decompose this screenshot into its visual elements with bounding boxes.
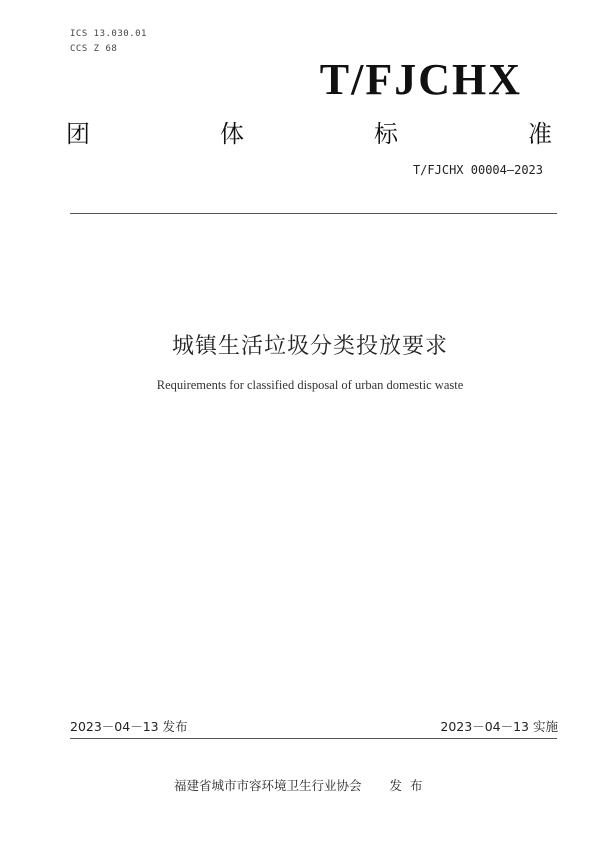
standard-mark: T/FJCHX [319,55,522,104]
standard-type-char: 体 [220,120,244,148]
document-title-chinese: 城镇生活垃圾分类投放要求 [171,334,448,359]
standard-type-char: 团 [66,120,90,148]
standard-number: T/FJCHX 00004—2023 [412,163,543,177]
publisher-line [174,776,431,794]
ccs-code: CCS Z 68 [70,44,118,54]
document-title-english: Requirements for classified disposal of urban domestic waste [156,378,464,392]
publisher-name: 福建省城市市容环境卫生行业协会 [174,778,362,793]
header-divider [70,213,557,214]
standard-type-char: 标 [374,120,398,148]
standard-type [66,114,552,149]
standard-type-char: 准 [528,120,552,148]
footer-divider [70,738,557,739]
issue-date: 2023－04－13 发布 [70,719,188,734]
ics-code: ICS 13.030.01 [70,29,147,39]
implementation-date: 2023－04－13 实施 [440,719,558,734]
publish-label: 发布 [389,778,431,793]
